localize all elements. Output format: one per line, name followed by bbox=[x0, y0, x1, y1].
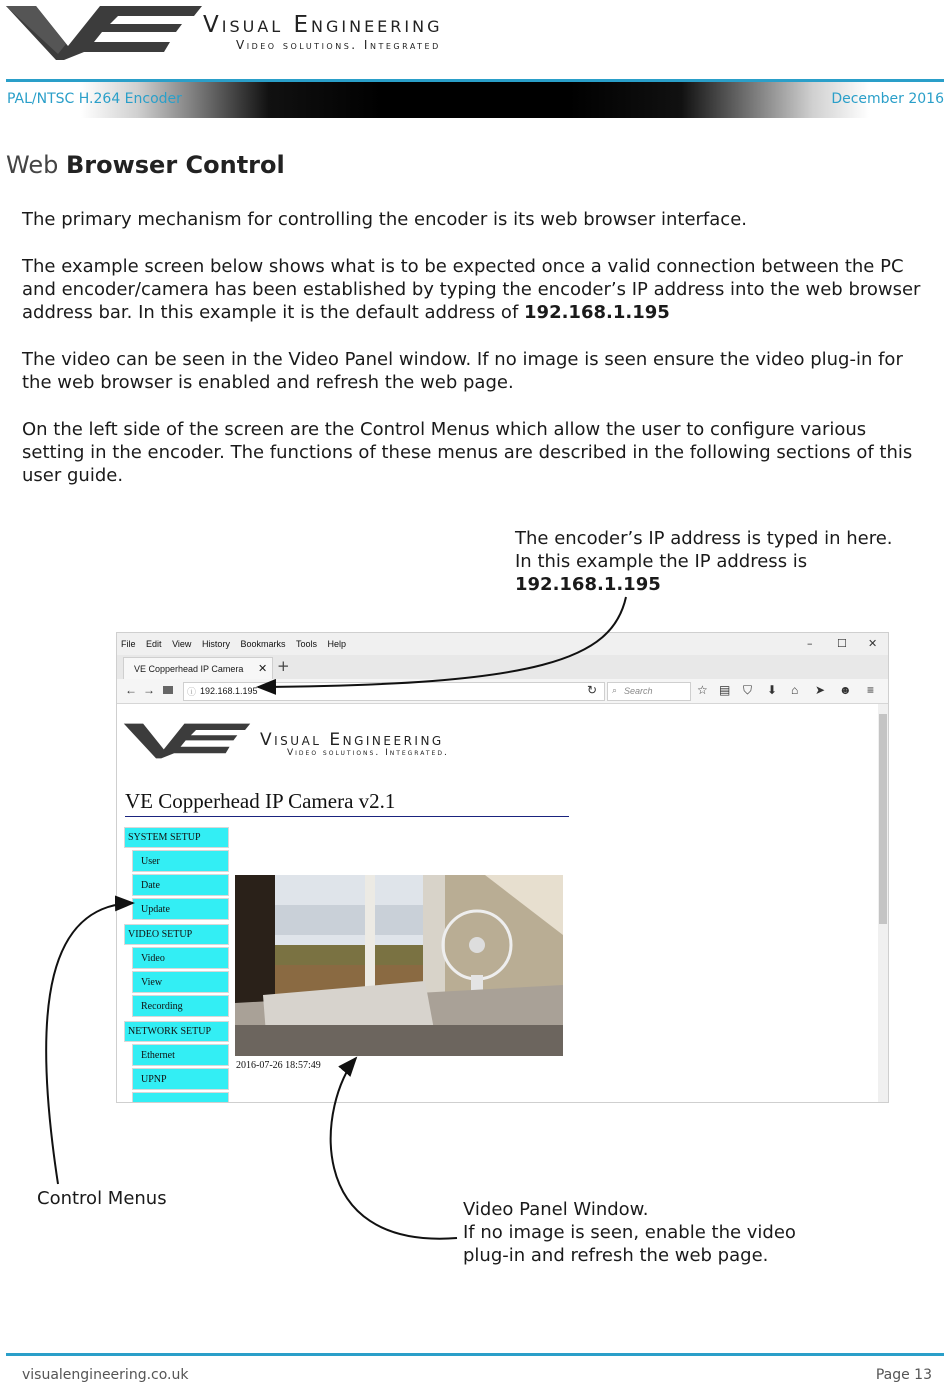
pocket-icon[interactable]: ⛉ bbox=[743, 683, 753, 697]
menu-header-label: NETWORK SETUP bbox=[128, 1026, 212, 1037]
menu-header-label: SYSTEM SETUP bbox=[128, 832, 201, 843]
menu-item-label: Recording bbox=[141, 1001, 183, 1012]
camera-page-logo bbox=[123, 721, 251, 761]
reload-icon[interactable]: ↻ bbox=[587, 683, 598, 697]
camera-title-rule bbox=[125, 816, 569, 817]
menu-tools[interactable]: Tools bbox=[296, 639, 318, 649]
maximize-icon[interactable]: ☐ bbox=[837, 637, 847, 650]
address-bar-url: 192.168.1.195 bbox=[200, 686, 258, 696]
emoji-icon[interactable]: ☻ bbox=[839, 683, 852, 697]
callout-video-line1: Video Panel Window. bbox=[463, 1199, 649, 1220]
paragraph-intro: The primary mechanism for controlling the encoder is its web browser interface. bbox=[22, 209, 747, 230]
callout-video-panel bbox=[463, 1198, 796, 1267]
menu-header-label: VIDEO SETUP bbox=[128, 929, 193, 940]
footer-rule bbox=[6, 1353, 944, 1356]
menu-view[interactable]: View bbox=[172, 639, 192, 649]
minimize-icon[interactable]: – bbox=[807, 637, 813, 650]
tab-close-icon[interactable]: ✕ bbox=[258, 663, 268, 675]
close-window-icon[interactable]: ✕ bbox=[868, 637, 878, 650]
navigation-bar bbox=[117, 679, 888, 704]
camera-page-brand-tagline: Video solutions. Integrated. bbox=[287, 748, 449, 758]
brand-name: Visual Engineering bbox=[203, 12, 443, 38]
callout-video-line2: If no image is seen, enable the video bbox=[463, 1222, 796, 1243]
brand-tagline: Video solutions. Integrated bbox=[236, 38, 441, 52]
menu-bookmarks[interactable]: Bookmarks bbox=[240, 639, 286, 649]
paragraph-connection-text: The example screen below shows what is to be expected once a valid connection between the PC and encoder/camera has been established by typing the encoder’s IP address into the web browser address bar. In this example it is the default address of bbox=[22, 256, 921, 323]
menu-item-ethernet[interactable] bbox=[132, 1044, 229, 1066]
folder-icon bbox=[163, 686, 173, 694]
menu-item-date[interactable] bbox=[132, 874, 229, 896]
section-title-bold: Browser Control bbox=[65, 151, 285, 179]
send-icon[interactable]: ➤ bbox=[815, 683, 826, 697]
info-icon: ⓘ bbox=[187, 687, 197, 697]
menu-item-label: Update bbox=[141, 904, 170, 915]
scroll-thumb[interactable] bbox=[879, 714, 887, 924]
search-placeholder: Search bbox=[624, 686, 653, 696]
menu-item-label: Date bbox=[141, 880, 160, 891]
hamburger-menu-icon[interactable]: ≡ bbox=[867, 683, 875, 697]
browser-menubar bbox=[117, 633, 888, 655]
callout-ip-value: 192.168.1.195 bbox=[515, 574, 661, 595]
footer-website: visualengineering.co.uk bbox=[22, 1367, 189, 1383]
browser-screenshot bbox=[116, 632, 889, 1103]
address-bar[interactable] bbox=[183, 682, 605, 701]
menu-header-system-setup[interactable] bbox=[124, 827, 229, 848]
menu-header-network-setup[interactable] bbox=[124, 1021, 229, 1042]
search-icon: ⌕ bbox=[612, 685, 618, 695]
section-title-light: Web bbox=[6, 151, 59, 179]
video-panel bbox=[235, 875, 563, 1056]
menu-file[interactable]: File bbox=[121, 639, 136, 649]
callout-ip-line1: The encoder’s IP address is typed in here. bbox=[515, 528, 893, 549]
menu-item-view[interactable] bbox=[132, 971, 229, 993]
menu-item-label: User bbox=[141, 856, 160, 867]
menu-item-label: Video bbox=[141, 953, 165, 964]
menu-item-video[interactable] bbox=[132, 947, 229, 969]
callout-control-menus: Control Menus bbox=[37, 1188, 167, 1209]
menu-item-label: UPNP bbox=[141, 1074, 167, 1085]
menu-item-upnp[interactable] bbox=[132, 1068, 229, 1090]
back-icon[interactable]: ← bbox=[125, 683, 137, 697]
menu-help[interactable]: Help bbox=[327, 639, 347, 649]
menu-item-partial[interactable] bbox=[132, 1092, 229, 1103]
company-logo bbox=[6, 2, 202, 64]
callout-video-line3: plug-in and refresh the web page. bbox=[463, 1245, 769, 1266]
home-icon[interactable]: ⌂ bbox=[791, 683, 799, 697]
video-timestamp: 2016-07-26 18:57:49 bbox=[236, 1060, 321, 1071]
menu-history[interactable]: History bbox=[201, 639, 230, 649]
document-date: December 2016 bbox=[831, 91, 944, 107]
search-input[interactable] bbox=[607, 682, 691, 701]
browser-tab[interactable] bbox=[123, 657, 273, 680]
callout-ip-line2: In this example the IP address is bbox=[515, 551, 808, 572]
menu-header-video-setup[interactable] bbox=[124, 924, 229, 945]
default-ip-address: 192.168.1.195 bbox=[524, 302, 670, 323]
bookmark-star-icon[interactable]: ☆ bbox=[697, 683, 708, 697]
camera-page-brand-name: Visual Engineering bbox=[260, 730, 444, 750]
paragraph-connection bbox=[22, 255, 934, 324]
menu-edit[interactable]: Edit bbox=[146, 639, 162, 649]
forward-icon[interactable]: → bbox=[143, 683, 155, 697]
menu-item-update[interactable] bbox=[132, 898, 229, 920]
camera-page-title: VE Copperhead IP Camera v2.1 bbox=[125, 789, 396, 813]
section-title bbox=[6, 151, 285, 180]
paragraph-control-menus: On the left side of the screen are the Control Menus which allow the user to configure various setting in the encoder. The functions of these menus are described in the following sections of this user guide. bbox=[22, 419, 913, 486]
download-icon[interactable]: ⬇ bbox=[767, 683, 778, 697]
tab-label: VE Copperhead IP Camera bbox=[134, 664, 244, 674]
paragraph-video: The video can be seen in the Video Panel window. If no image is seen ensure the video plug-in for the web browser is enabled and refresh the web page. bbox=[22, 349, 903, 393]
page-number: Page 13 bbox=[875, 1367, 932, 1383]
callout-ip bbox=[515, 527, 893, 596]
new-tab-icon[interactable]: + bbox=[277, 657, 290, 675]
document-title: PAL/NTSC H.264 Encoder bbox=[7, 91, 182, 107]
menu-item-label: Ethernet bbox=[141, 1050, 175, 1061]
menu-item-recording[interactable] bbox=[132, 995, 229, 1017]
menu-item-user[interactable] bbox=[132, 850, 229, 872]
page-scrollbar[interactable] bbox=[878, 704, 888, 1102]
library-icon[interactable]: ▤ bbox=[719, 683, 731, 697]
menu-item-label: View bbox=[141, 977, 163, 988]
